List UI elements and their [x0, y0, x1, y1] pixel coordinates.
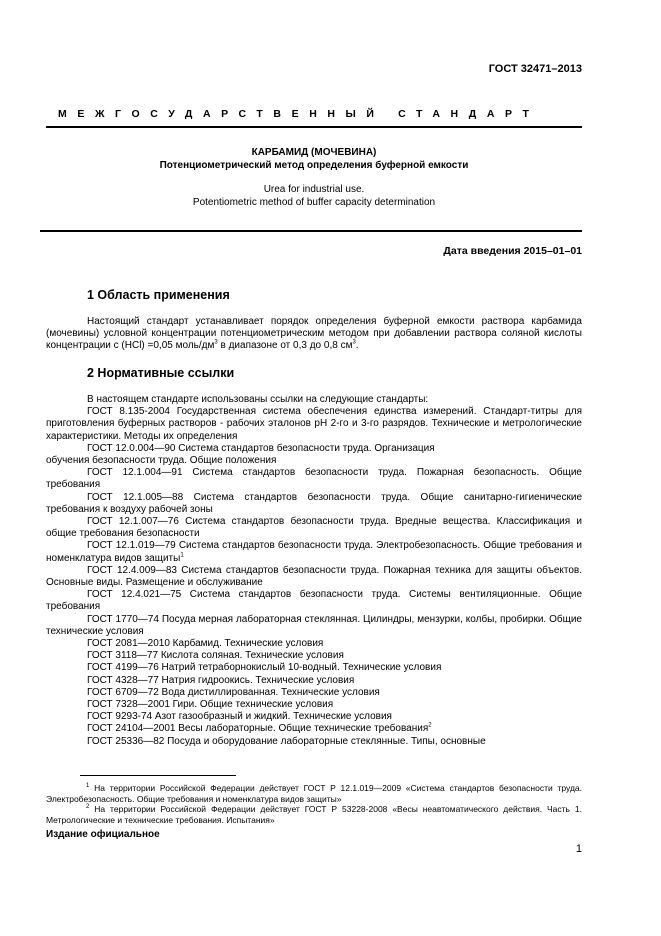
document-code: ГОСТ 32471–2013 [488, 63, 582, 75]
russian-title [46, 146, 582, 172]
reference-item: В настоящем стандарте использованы ссылки на следующие стандарты: [87, 394, 429, 405]
reference-item: ГОСТ 4328—77 Натрия гидроокись. Технические условия [87, 674, 355, 686]
reference-item: ГОСТ 12.1.004—91 Система стандартов безопасности труда. Пожарная безопасность. Общие требования [46, 467, 582, 491]
official-edition-label: Издание официальное [46, 829, 160, 840]
english-title-main: Urea for industrial use. [263, 184, 365, 195]
title-divider [40, 230, 582, 232]
english-title-subtitle: Potentiometric method of buffer capacity determination [192, 197, 436, 208]
reference-item: ГОСТ 2081—2010 Карбамид. Технические условия [87, 638, 324, 650]
reference-item: ГОСТ 3118—77 Кислота соляная. Технические условия [87, 650, 344, 662]
reference-item: ГОСТ 4199—76 Натрий тетраборнокислый 10-водный. Технические условия [87, 662, 442, 674]
reference-item: ГОСТ 6709—72 Вода дистиллированная. Технические условия [87, 686, 380, 698]
footnote-marker[interactable]: 1 [180, 552, 184, 559]
section-references-heading: 2 Нормативные ссылки [87, 366, 235, 380]
reference-item: ГОСТ 12.1.007—76 Система стандартов безопасности труда. Вредные вещества. Классификация и общие требования безопасности [46, 516, 582, 540]
title-subtitle: Потенциометрический метод определения буферной емкости [159, 160, 469, 171]
reference-item: ГОСТ 8.135-2004 Государственная система обеспечения единства измерений. Стандарт-титры для приготовления буферных растворов - рабочих эталонов pH 2-го и 3-го разрядов. Технические и метрологические характеристики. Методы их определения [46, 406, 582, 442]
reference-item: ГОСТ 7328—2001 Гири. Общие технические условия [87, 699, 334, 711]
footnotes [46, 783, 582, 825]
top-divider [46, 126, 582, 128]
section-scope-heading: 1 Область применения [87, 288, 230, 302]
reference-item: ГОСТ 24104—2001 Весы лабораторные. Общие технические требования$^2$ [87, 723, 432, 735]
reference-item: ГОСТ 25336—82 Посуда и оборудование лабораторные стеклянные. Типы, основные [87, 735, 486, 747]
scope-paragraph: Настоящий стандарт устанавливает порядок определения буферной емкости раствора карбамида (мочевины) условной концентрации потенциометрическим методом при добавлении раствора соляной кислоты концентрации с (HCl) =0,05 моль/$дм^3$ в диапазоне от 0,3 до 0,8 $см^3$. [46, 316, 582, 352]
reference-item: ГОСТ 12.4.009—83 Система стандартов безопасности труда. Пожарная техника для защиты объектов. Основные виды. Размещение и обслуживание [46, 564, 582, 589]
footnote-marker[interactable]: 2 [428, 723, 432, 730]
footnote-2: $^2$ На территории Российской Федерации действует ГОСТ Р 53228-2008 «Весы неавтоматического действия. Часть 1. Метрологические и технические требования. Испытания» [46, 804, 582, 825]
english-title [46, 183, 582, 209]
reference-item: ГОСТ 12.0.004—90 Система стандартов безопасности труда. Организация [87, 442, 435, 454]
introduction-date: Дата введения 2015–01–01 [443, 245, 582, 257]
page-number: 1 [575, 843, 582, 855]
reference-item: ГОСТ 1770—74 Посуда мерная лабораторная стеклянная. Цилиндры, мензурки, колбы, пробирки. Общие технические условия [46, 613, 582, 637]
interstate-standard-label: МЕЖГОСУДАРСТВЕННЫЙ СТАНДАРТ [58, 108, 540, 120]
reference-item: ГОСТ 12.4.021—75 Система стандартов безопасности труда. Системы вентиляционные. Общие требования [46, 589, 582, 613]
references-list [46, 394, 582, 748]
reference-item: ГОСТ 9293-74 Азот газообразный и жидкий. Технические условия [87, 711, 392, 723]
reference-item: ГОСТ 12.1.019—79 Система стандартов безопасности труда. Электробезопасность. Общие требования и номенклатура видов защиты$^1$ [46, 540, 582, 564]
reference-item: ГОСТ 12.1.005—88 Система стандартов безопасности труда. Общие санитарно-гигиенические требования к воздуху рабочей зоны [46, 491, 582, 515]
footnote-divider [80, 775, 236, 776]
footnote-1: $^1$ На территории Российской Федерации действует ГОСТ Р 12.1.019—2009 «Система стандартов безопасности труда. Электробезопасность. Общие требования и номенклатура видов защиты» [46, 783, 582, 804]
reference-item: обучения безопасности труда. Общие положения [46, 455, 277, 467]
section-scope-text [46, 316, 582, 353]
title-main: КАРБАМИД (МОЧЕВИНА) [251, 147, 377, 158]
